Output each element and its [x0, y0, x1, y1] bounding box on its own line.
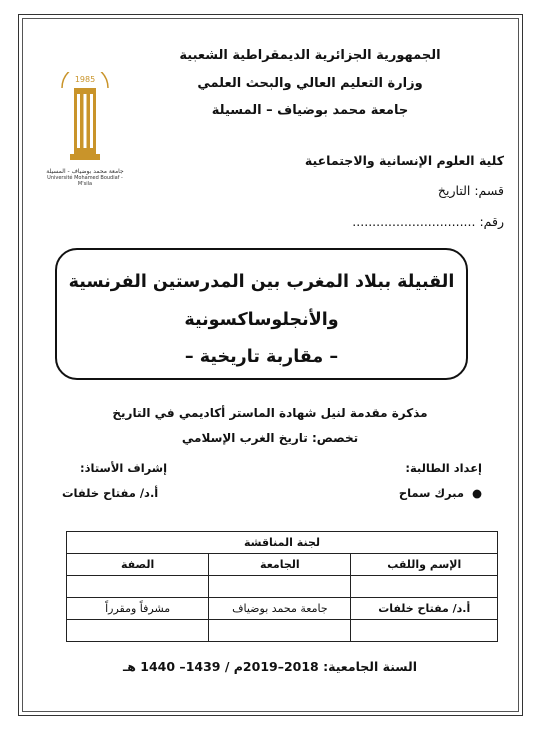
supervisor-name: أ.د/ مفتاح خلفات — [62, 486, 159, 500]
faculty-label: كلية العلوم الإنسانية والاجتماعية — [304, 153, 504, 168]
university-heading: جامعة محمد بوضياف – المسيلة — [211, 103, 409, 118]
cell-university — [209, 620, 351, 642]
republic-heading: الجمهورية الجزائرية الديمقراطية الشعبية — [179, 48, 441, 63]
cell-role — [67, 620, 209, 642]
cell-university — [209, 576, 351, 598]
header-university: الجامعة — [209, 554, 351, 576]
table-row — [67, 576, 498, 598]
specialty-label: تخصص: تاريخ الغرب الإسلامي — [181, 431, 359, 445]
cell-university: جامعة محمد بوضياف — [209, 598, 351, 620]
bullet-icon: ● — [463, 486, 482, 500]
cell-name — [351, 576, 498, 598]
cell-role: مشرفاً ومقرراً — [67, 598, 209, 620]
committee-title-row — [67, 532, 498, 554]
thesis-title-line-3: – مقاربة تاريخية – — [184, 347, 339, 367]
student-name: ● مبرك سماح — [398, 486, 482, 500]
cell-name — [351, 620, 498, 642]
cell-name: أ.د/ مفتاح خلفات — [351, 598, 498, 620]
tower-logo-icon — [50, 72, 120, 164]
table-row — [67, 620, 498, 642]
committee-title: لجنة المناقشة — [67, 532, 498, 554]
ministry-heading: وزارة التعليم العالي والبحث العلمي — [197, 76, 423, 91]
logo-year: 1985 — [74, 75, 96, 84]
academic-year: السنة الجامعية: 2018–2019م / 1439– 1440 هـ — [122, 659, 418, 674]
committee-table — [66, 531, 498, 642]
header-role: الصفة — [67, 554, 209, 576]
table-row — [67, 598, 498, 620]
committee-header-row — [67, 554, 498, 576]
logo-name-ar: جامعة محمد بوضياف - المسيلة — [46, 168, 124, 175]
memo-statement: مذكرة مقدمة لنيل شهادة الماستر أكاديمي في التاريخ — [112, 406, 428, 420]
department-label: قسم: التاريخ — [437, 183, 504, 198]
thesis-title-line-1: القبيلة ببلاد المغرب بين المدرستين الفرنسية — [68, 272, 455, 292]
number-label: رقم: ............................... — [352, 214, 504, 229]
logo-name-fr: Université Mohamed Boudiaf - M'sila — [47, 175, 123, 187]
header-name: الإسم واللقب — [351, 554, 498, 576]
cell-role — [67, 576, 209, 598]
supervisor-label: إشراف الأستاذ: — [80, 461, 168, 475]
thesis-title-line-2: والأنجلوساكسونية — [184, 310, 339, 330]
student-label: إعداد الطالبة: — [405, 461, 482, 475]
university-logo — [46, 72, 124, 187]
